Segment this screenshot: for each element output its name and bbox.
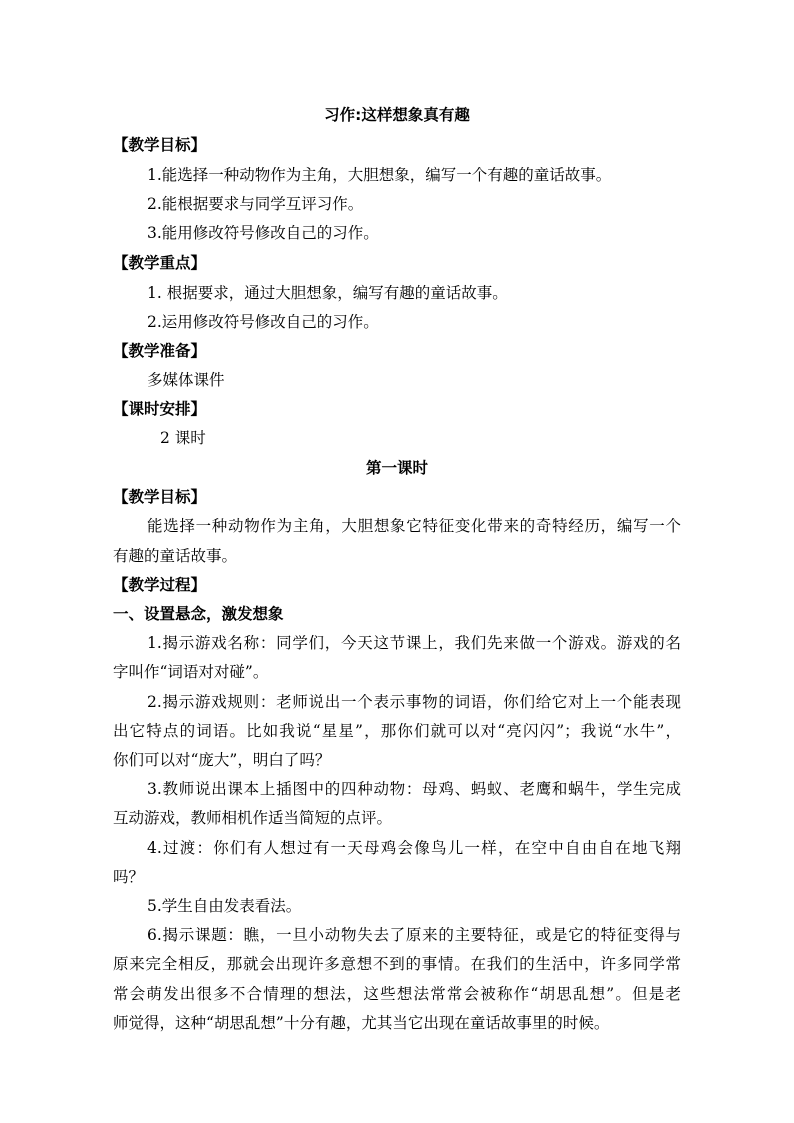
paragraph-line: 互动游戏，教师相机作适当简短的点评。 (113, 809, 393, 827)
paragraph-line: 能选择一种动物作为主角，大胆想象它特征变化带来的奇特经历，编写一个 (147, 517, 681, 535)
part-heading: 一、设置悬念，激发想象 (113, 605, 284, 623)
paragraph-line: 2.揭示游戏规则：老师说出一个表示事物的词语，你们给它对上一个能表现 (147, 693, 681, 711)
focus-item: 1. 根据要求，通过大胆想象，编写有趣的童话故事。 (147, 284, 508, 302)
goal-item: 3.能用修改符号修改自己的习作。 (147, 224, 379, 242)
paragraph-line: 有趣的童话故事。 (113, 547, 238, 565)
paragraph-line: 6.揭示课题：瞧，一旦小动物失去了原来的主要特征，或是它的特征变得与 (147, 926, 681, 944)
paragraph-line: 原来完全相反，那就会出现许多意想不到的事情。在我们的生活中，许多同学常 (113, 955, 681, 973)
paragraph-line: 常会萌发出很多不合情理的想法，这些想法常常会被称作“胡思乱想”。但是老 (113, 985, 681, 1003)
section-heading-lesson-goals: 【教学目标】 (113, 488, 207, 506)
paragraph-line: 吗？ (113, 868, 145, 886)
paragraph-line: 5.学生自由发表看法。 (147, 897, 302, 915)
paragraph-line: 出它特点的词语。比如我说“星星”，那你们就可以对“亮闪闪”；我说“水牛”， (113, 722, 681, 740)
paragraph-line: 3.教师说出课本上插图中的四种动物：母鸡、蚂蚁、老鹰和蜗牛，学生完成 (147, 780, 681, 798)
focus-item: 2.运用修改符号修改自己的习作。 (147, 313, 379, 331)
section-heading-goals: 【教学目标】 (113, 136, 207, 154)
schedule-text: 2 课时 (160, 429, 206, 447)
section-heading-process: 【教学过程】 (113, 576, 207, 594)
lesson-title: 第一课时 (365, 459, 428, 477)
paragraph-line: 你们可以对“庞大”，明白了吗？ (113, 751, 331, 769)
paragraph-line: 师觉得，这种“胡思乱想”十分有趣，尤其当它出现在童话故事里的时候。 (113, 1014, 610, 1032)
goal-item: 2.能根据要求与同学互评习作。 (147, 195, 364, 213)
paragraph-line: 1.揭示游戏名称：同学们，今天这节课上，我们先来做一个游戏。游戏的名 (147, 634, 681, 652)
paragraph-line: 4.过渡：你们有人想过有一天母鸡会像鸟儿一样，在空中自由自在地飞翔 (147, 839, 681, 857)
document-title: 习作:这样想象真有趣 (324, 106, 470, 124)
paragraph-line: 字叫作“词语对对碰”。 (113, 663, 269, 681)
section-heading-focus: 【教学重点】 (113, 254, 207, 272)
prep-text: 多媒体课件 (147, 371, 225, 389)
goal-item: 1.能选择一种动物作为主角，大胆想象，编写一个有趣的童话故事。 (147, 166, 612, 184)
section-heading-schedule: 【课时安排】 (113, 400, 207, 418)
section-heading-prep: 【教学准备】 (113, 342, 207, 360)
